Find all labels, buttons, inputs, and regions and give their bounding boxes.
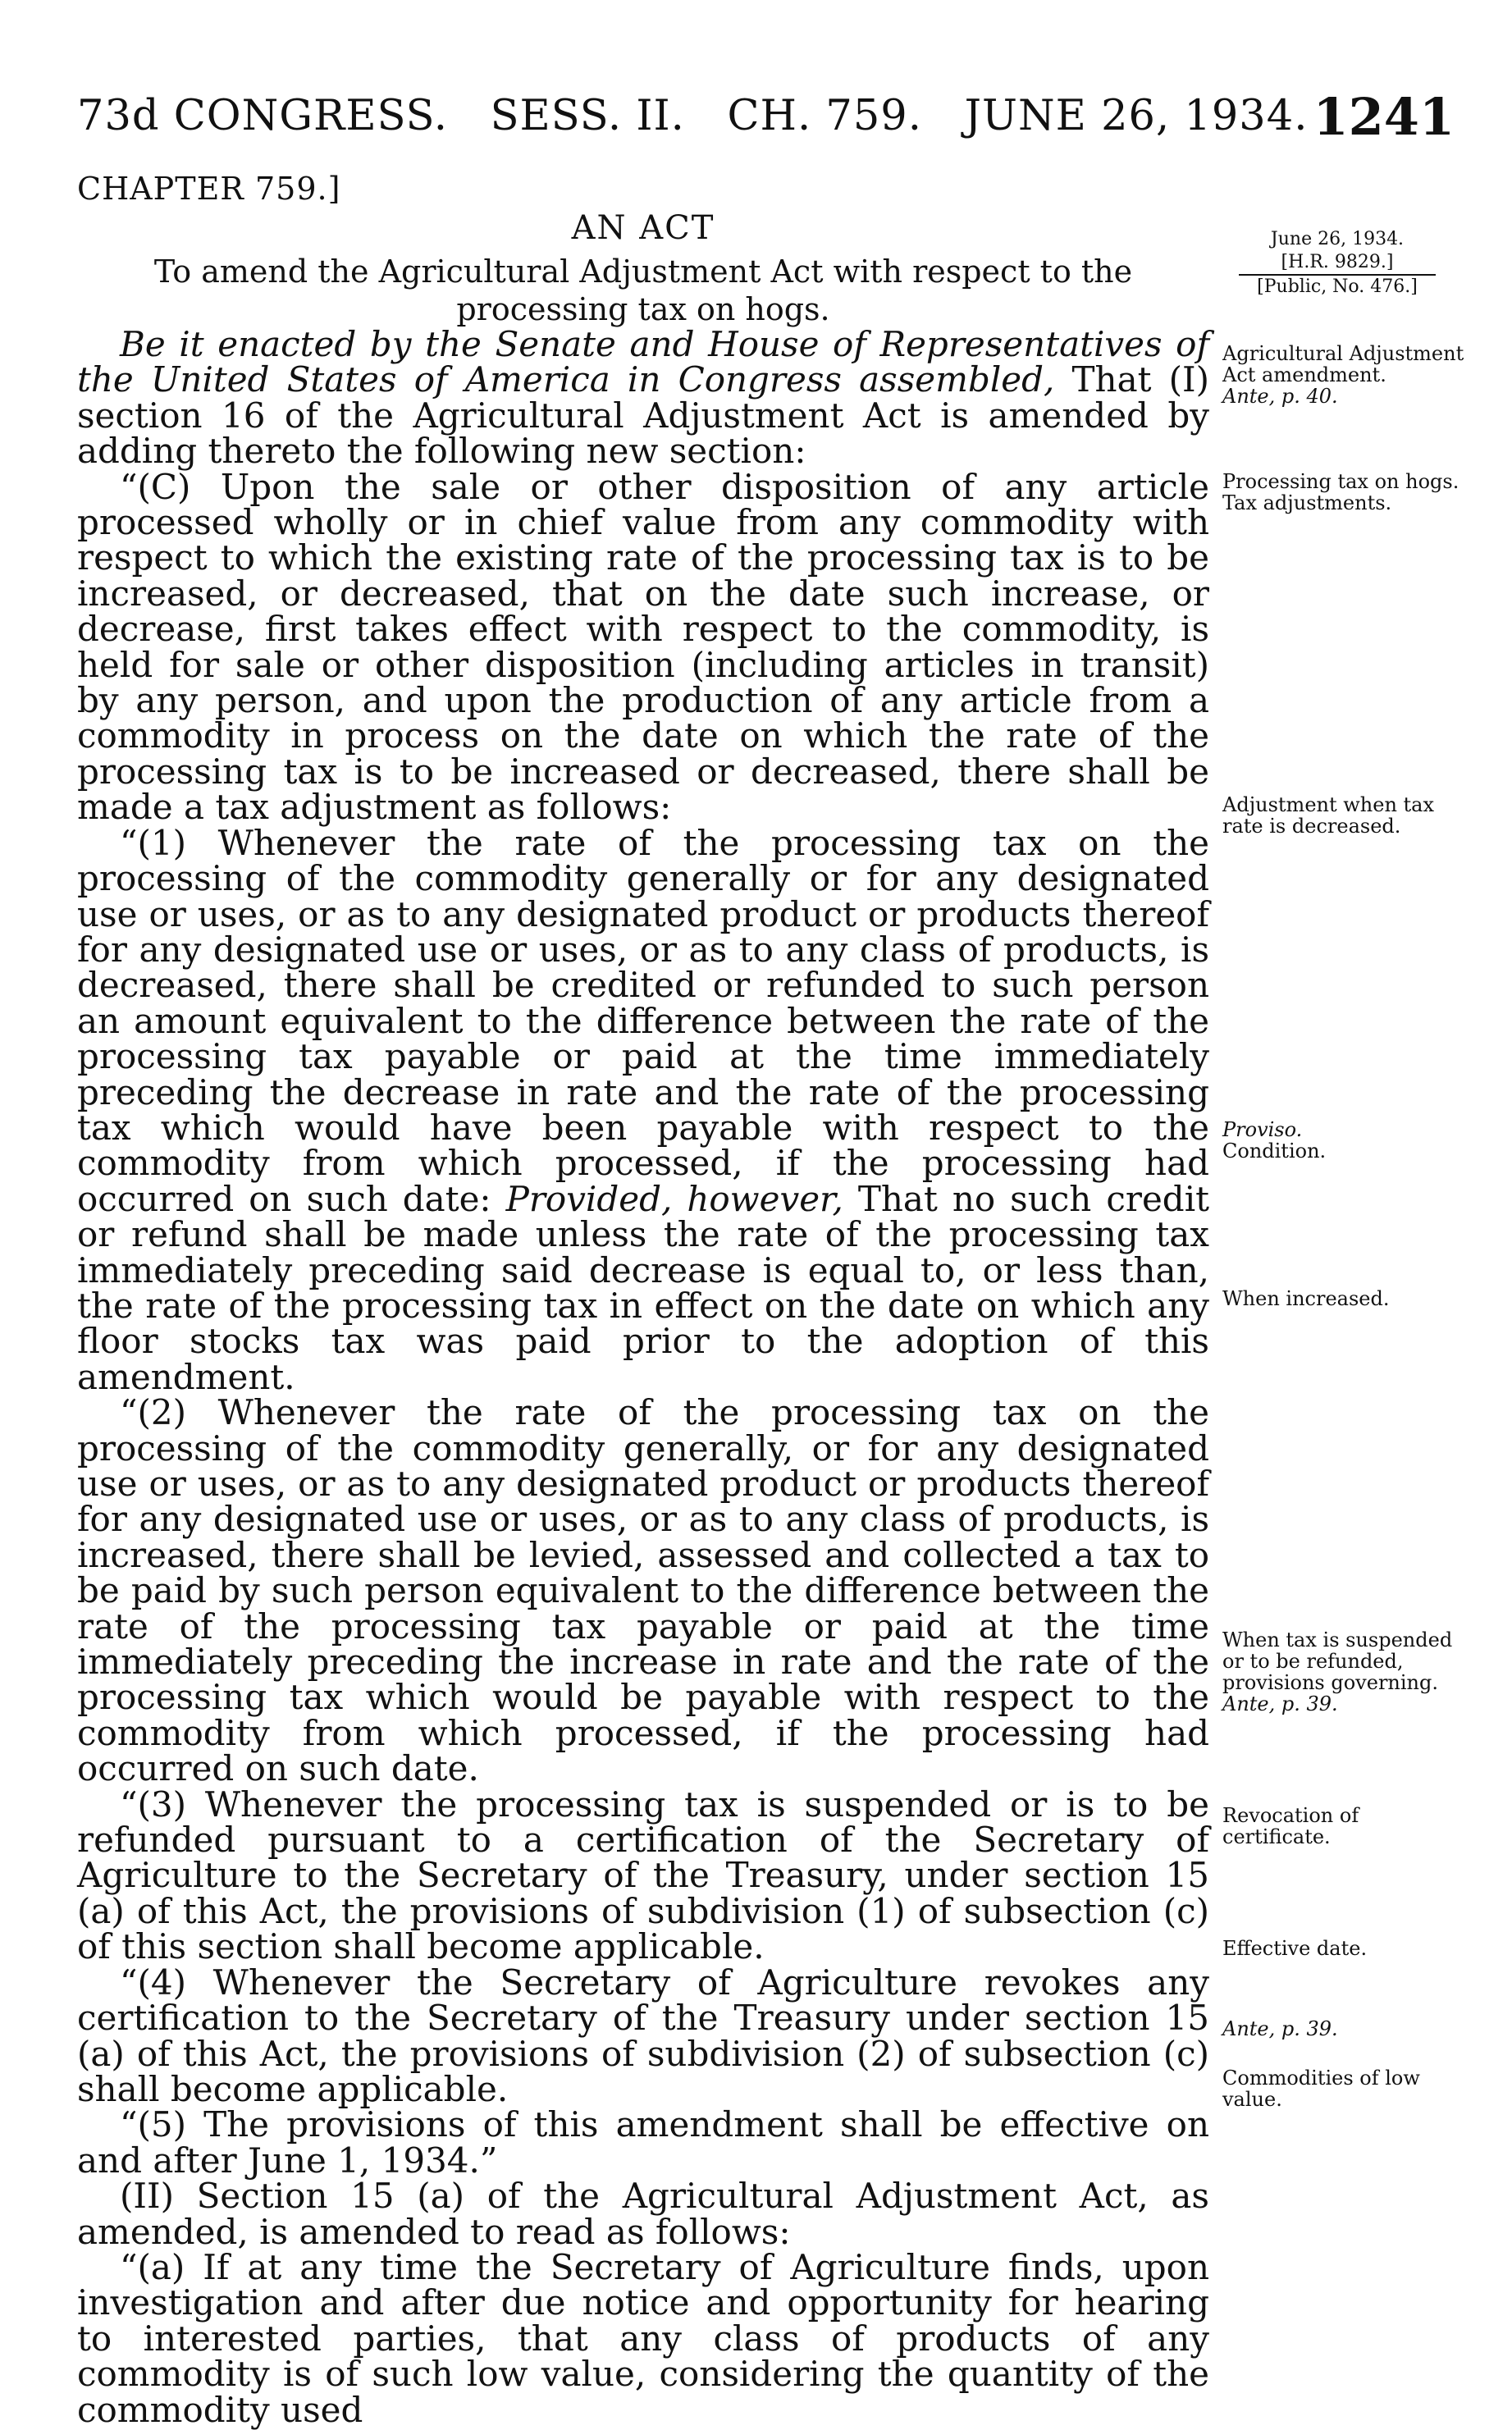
margin-note-ante-39-text: Ante, p. 39. [1222,1692,1338,1715]
enacting-clause [77,324,1210,472]
margin-note-suspended [1222,1629,1469,1715]
margin-note-low-value: Commodities of low value. [1222,2067,1420,2111]
margin-note-ante-40 [1222,386,1469,407]
bill-date: June 26, 1934. [1270,229,1405,249]
margin-note-revocation: Revocation of certificate. [1222,1804,1359,1848]
act-purpose: To amend the Agricultural Adjustment Act with respect to the processing tax on hogs. [153,254,1133,327]
running-head-text: 73d CONGRESS. SESS. II. CH. 759. JUNE 26, 1934. [77,92,1309,140]
running-head [77,87,1455,147]
margin-note-decreased: Adjustment when tax rate is decreased. [1222,793,1435,838]
paragraph-1 [77,822,1209,1397]
paragraph-a: “(a) If at any time the Secretary of Agriculture finds, upon investigation and after due notice and opportunity for hearing to interested parties, that any class of products of any commodity is of such low value, considering the quantity of the commodity used [77,2246,1209,2430]
margin-note-condition: Condition. [1222,1140,1327,1162]
margin-note-amendment-text: Agricultural Adjustment Act amendment. [1222,342,1464,386]
paragraph-3: “(3) Whenever the processing tax is suspended or is to be refunded pursuant to a certification of the Secretary of Agriculture to the Secretary of the Treasury, under section 15 (a) of this Act, the provisions of subdivision (1) of subsection (c) of this section shall become applicable. [77,1784,1209,1967]
margin-note-ante-39 [1222,1693,1469,1715]
margin-note-processing-tax-text: Processing tax on hogs. [1222,470,1459,493]
margin-note-ante-40-text: Ante, p. 40. [1222,385,1338,408]
paragraph-1-proviso: That no such credit or refund shall be made unless the rate of the processing tax immediately preceding said decrease is equal to, or less than, the rate of the processing tax in effect on the date on which any floor stocks tax was paid prior to the adoption of this amendment. [77,1178,1209,1397]
act-body [77,324,1210,2430]
margin-note-amendment [1222,343,1469,407]
paragraph-5: “(5) The provisions of this amendment shall be effective on and after June 1, 1934.” [77,2104,1209,2181]
section-II: (II) Section 15 (a) of the Agricultural Adjustment Act, as amended, is amended to read as follows: [77,2176,1209,2252]
bill-info [1239,228,1436,299]
chapter-label: CHAPTER 759.] [77,171,341,207]
margin-note-tax-adjustments: Tax adjustments. [1222,491,1392,514]
enacting-formula: Be it enacted by the Senate and House of Representatives of the United States of America in Congress assembled, [77,324,1209,400]
subsection-c: “(C) Upon the sale or other disposition of any article processed wholly or in chief value from any commodity with respect to which the existing rate of the processing tax is to be increased, or decreased, that on the date such increase, or decrease, first takes effect with respect to the commodity, is held for sale or other disposition (including articles in transit) by any person, and upon the production of any article from a commodity in process on the date on which the rate of the processing tax is to be increased or decreased, there shall be made a tax adjustment as follows: [77,466,1209,828]
margin-note-suspended-text: When tax is suspended or to be refunded, provisions governing. [1222,1628,1453,1694]
paragraph-4: “(4) Whenever the Secretary of Agriculture revokes any certification to the Secretary of the Treasury under section 15 (a) of this Act, the provisions of subdivision (2) of subsection (c) shall become applicable. [77,1962,1209,2109]
margin-note-ante-39-b-text: Ante, p. 39. [1222,2017,1338,2040]
page-number: 1241 [1313,87,1455,147]
act-title: AN ACT [571,209,715,247]
margin-note-proviso-label [1222,1119,1469,1140]
margin-note-proviso-text: Proviso. [1222,1118,1303,1141]
margin-note-increased: When increased. [1222,1287,1390,1310]
public-law-number: [Public, No. 476.] [1257,276,1418,297]
proviso-phrase: Provided, however, [505,1178,843,1219]
margin-note-effective-date: Effective date. [1222,1937,1368,1960]
bill-number: [H.R. 9829.] [1239,251,1436,276]
paragraph-1-text: “(1) Whenever the rate of the processing tax on the processing of the commodity generally or for any designated use or uses, or as to any designated product or products thereof for any designated use or uses, or as to any class of products, is decreased, there shall be credited or refunded to such person an amount equivalent to the difference between the rate of the processing tax payable or paid at the time immediately preceding the decrease in rate and the rate of the processing tax which would have been payable with respect to the commodity from which processed, if the processing had occurred on such date: [77,822,1209,1219]
paragraph-2: “(2) Whenever the rate of the processing tax on the processing of the commodity generally, or for any designated use or uses, or as to any designated product or products thereof for any designated use or uses, or as to any class of products, is increased, there shall be levied, assessed and collected a tax to be paid by such person equivalent to the difference between the rate of the processing tax payable or paid at the time immediately preceding the increase in rate and the rate of the processing tax which would be payable with respect to the commodity from which processed, if the processing had occurred on such date. [77,1392,1209,1789]
margin-note-ante-39-b [1222,2018,1469,2039]
margin-note-processing-tax [1222,471,1469,514]
enacting-rest: That (I) section 16 of the Agricultural Adjustment Act is amended by adding thereto the following new section: [77,359,1210,472]
margin-note-proviso [1222,1119,1469,1162]
